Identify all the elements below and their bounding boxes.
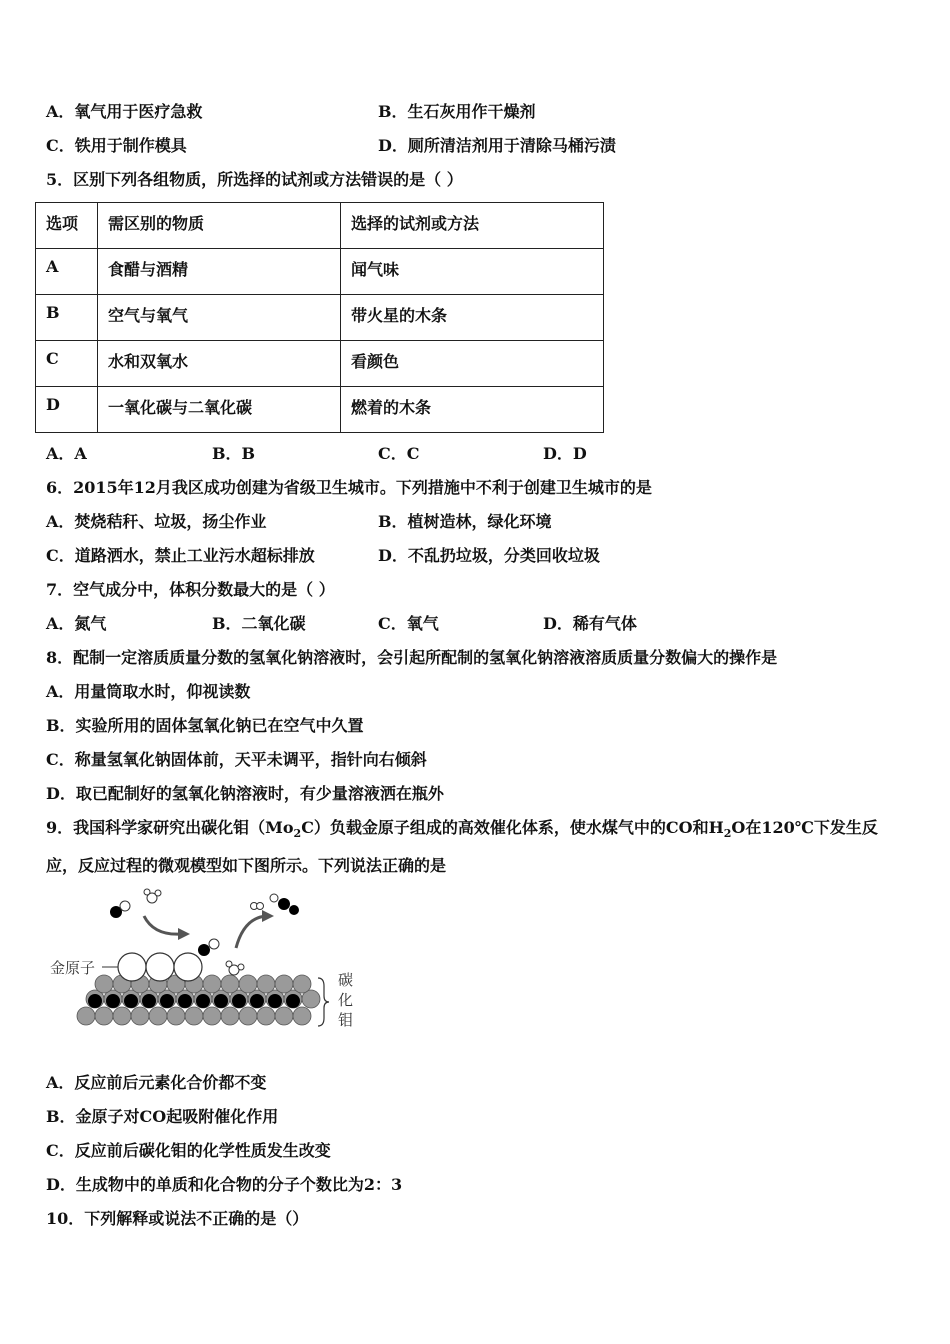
q4-option-a: A．氧气用于医疗急救: [46, 102, 203, 121]
table-header-cell: 需区别的物质: [98, 203, 341, 249]
table-header-cell: 选项: [36, 203, 98, 249]
q9-micro-model-figure: [48, 888, 368, 1038]
q8-option-c: C．称量氢氧化钠固体前，天平未调平，指针向右倾斜: [46, 750, 427, 769]
outgoing-h2-molecule: [251, 903, 264, 910]
q7-option-c: C．氧气: [378, 614, 439, 633]
q4-option-b: B．生石灰用作干燥剂: [378, 102, 536, 121]
q9-stem-part: 9．我国科学家研究出碳化钼（Mo: [46, 818, 294, 837]
q5-option-b: B．B: [212, 444, 256, 463]
q6-stem: 6．2015年12月我区成功创建为省级卫生城市。下列措施中不利于创建卫生城市的是: [46, 478, 652, 497]
reaction-arrow-in: [144, 916, 182, 934]
table-cell: 带火星的木条: [341, 295, 604, 341]
table-cell: B: [36, 295, 98, 341]
q9-option-c: C．反应前后碳化钼的化学性质发生改变: [46, 1141, 331, 1160]
q8-option-d: D．取已配制好的氢氧化钠溶液时，有少量溶液洒在瓶外: [46, 784, 444, 803]
outgoing-co2-molecule: [270, 894, 299, 915]
arrow-head-out: [262, 910, 274, 922]
table-cell: 水和双氧水: [98, 341, 341, 387]
q10-stem: 10．下列解释或说法不正确的是（）: [46, 1209, 309, 1228]
q7-option-a: A．氮气: [46, 614, 107, 633]
q6-option-a: A．焚烧秸秆、垃圾，扬尘作业: [46, 512, 267, 531]
q7-option-d: D．稀有气体: [543, 614, 637, 633]
q5-stem: 5．区别下列各组物质，所选择的试剂或方法错误的是（ ）: [46, 170, 463, 189]
q9-option-b: B．金原子对CO起吸附催化作用: [46, 1107, 279, 1126]
q4-option-c: C．铁用于制作模具: [46, 136, 187, 155]
adsorbed-co-molecule: [198, 939, 219, 956]
q8-option-b: B．实验所用的固体氢氧化钠已在空气中久置: [46, 716, 364, 735]
q6-option-d: D．不乱扔垃圾，分类回收垃圾: [378, 546, 600, 565]
gold-atom-label: 金原子: [50, 959, 96, 977]
table-cell: D: [36, 387, 98, 433]
q9-stem-subscript: 2: [293, 827, 302, 841]
q5-table: [35, 202, 604, 433]
q8-option-a: A．用量筒取水时，仰视读数: [46, 682, 251, 701]
q4-option-d: D．厕所清洁剂用于清除马桶污渍: [378, 136, 616, 155]
table-row: [36, 341, 604, 387]
table-cell: A: [36, 249, 98, 295]
q9-stem-subscript: 2: [723, 827, 732, 841]
q9-stem-part: O在120℃下发生反: [731, 818, 878, 837]
q7-stem: 7．空气成分中，体积分数最大的是（ ）: [46, 580, 335, 599]
carbide-label-char: 钼: [338, 1011, 354, 1029]
q9-stem-line2: 应，反应过程的微观模型如下图所示。下列说法正确的是: [46, 856, 447, 875]
q8-stem: 8．配制一定溶质质量分数的氢氧化钠溶液时，会引起所配制的氢氧化钠溶液溶质质量分数偏大的操作是: [46, 648, 778, 667]
table-cell: 闻气味: [341, 249, 604, 295]
table-header-cell: 选择的试剂或方法: [341, 203, 604, 249]
carbide-label-char: 碳: [338, 971, 354, 989]
q6-option-c: C．道路洒水，禁止工业污水超标排放: [46, 546, 315, 565]
q9-option-a: A．反应前后元素化合价都不变: [46, 1073, 267, 1092]
table-row: [36, 387, 604, 433]
q9-stem: [46, 818, 878, 844]
table-row: [36, 295, 604, 341]
table-cell: 看颜色: [341, 341, 604, 387]
reaction-arrow-out: [236, 916, 266, 948]
incoming-water-molecule: [144, 889, 161, 903]
table-cell: 燃着的木条: [341, 387, 604, 433]
q5-option-c: C．C: [378, 444, 420, 463]
table-cell: 空气与氧气: [98, 295, 341, 341]
table-cell: 食醋与酒精: [98, 249, 341, 295]
gold-atoms: [118, 953, 202, 981]
incoming-co-molecule: [110, 901, 130, 918]
q5-option-d: D．D: [543, 444, 587, 463]
table-row: [36, 249, 604, 295]
adsorbed-water-molecule: [226, 961, 244, 975]
q9-stem-part: C）负载金原子组成的高效催化体系，使水煤气中的CO和H: [301, 818, 724, 837]
table-header-row: [36, 203, 604, 249]
q6-option-b: B．植树造林，绿化环境: [378, 512, 552, 531]
q7-option-b: B．二氧化碳: [212, 614, 306, 633]
arrow-head-in: [178, 928, 190, 940]
carbide-label-char: 化: [338, 991, 354, 1009]
table-cell: C: [36, 341, 98, 387]
q5-option-a: A．A: [46, 444, 87, 463]
q9-option-d: D．生成物中的单质和化合物的分子个数比为2：3: [46, 1175, 403, 1194]
table-cell: 一氧化碳与二氧化碳: [98, 387, 341, 433]
